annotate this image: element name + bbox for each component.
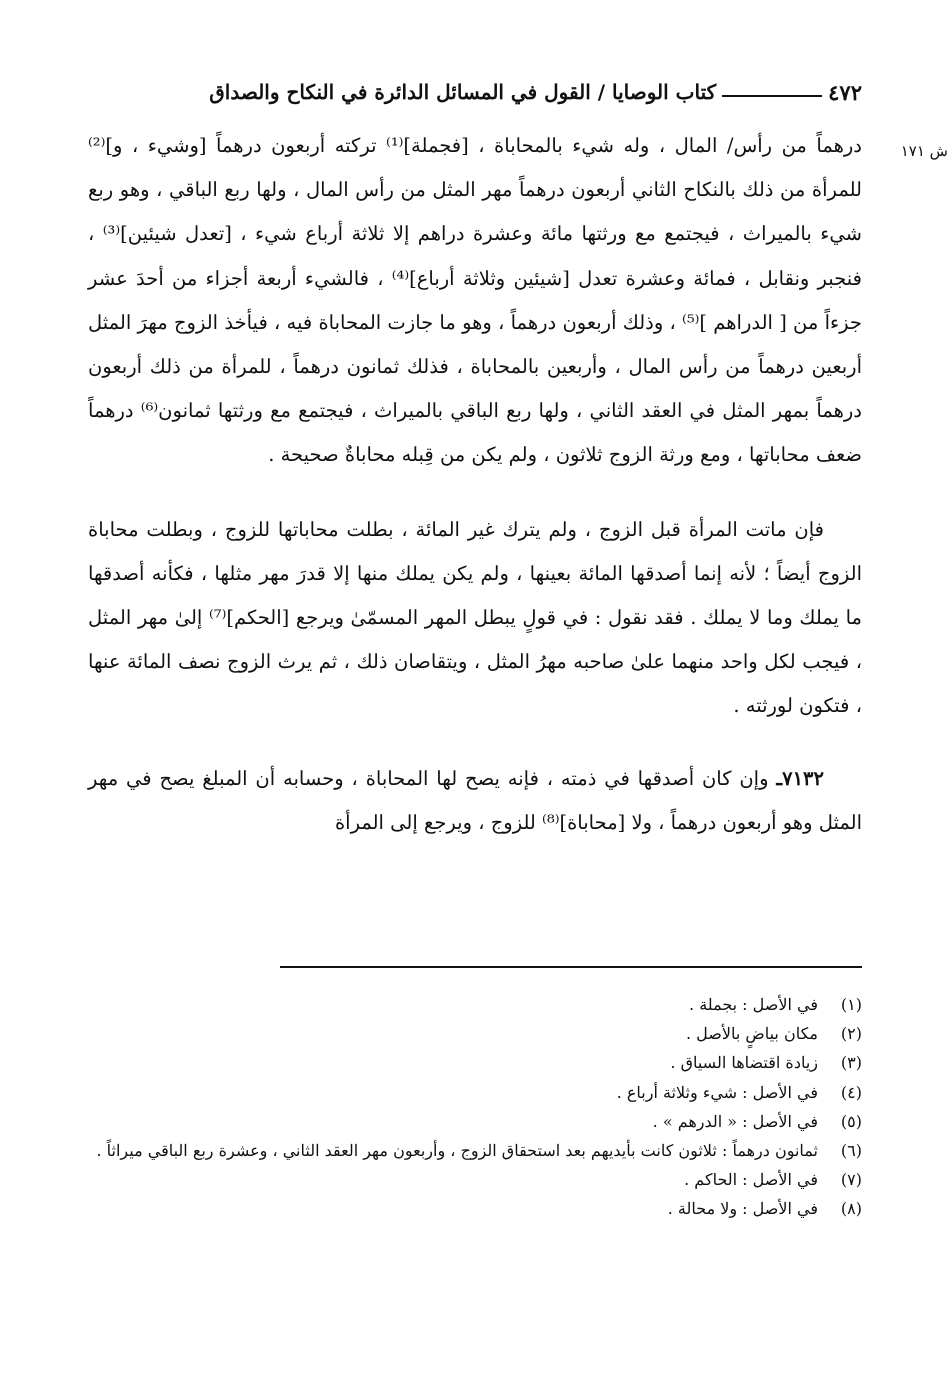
footnote-text: مكان بياضٍ بالأصل . (685, 1024, 818, 1044)
footnote-text: في الأصل : بجملة . (689, 995, 818, 1014)
footnote-text: في الأصل : ولا محالة . (667, 1199, 818, 1219)
manuscript-folio-note: ش ١٧١ (900, 142, 948, 160)
footnotes-list (88, 990, 862, 1224)
footnote-number: (٥) (840, 1111, 862, 1131)
footnote-number: (٤) (840, 1082, 862, 1102)
footnote-text: في الأصل : الحاكم . (684, 1170, 818, 1190)
footnote-item (88, 1107, 862, 1136)
footnote-text: ثمانون درهماً : ثلاثون كانت بأيديهم بعد استحقاق الزوج ، وأربعون مهر العقد الثاني ، وعشرة ربع الباقي ميراثاً . (96, 1141, 818, 1161)
footnote-number: (٢) (840, 1024, 862, 1044)
footnote-item (88, 1136, 862, 1165)
footnote-number: (٧) (840, 1170, 862, 1190)
footnote-item (88, 1048, 862, 1077)
issue-number: ٧١٣٢ـ (776, 766, 824, 790)
footnote-item (88, 1078, 862, 1107)
header-rule (722, 95, 822, 97)
paragraph-2: فإن ماتت المرأة قبل الزوج ، ولم يترك غير المائة ، بطلت محاباتها للزوج ، وبطلت محاباة الزوج أيضاً ؛ لأنه إنما أصدقها المائة بعينها ، ولم يكن يملك منها إلا قدرَ مهر مثلها ، فكأنه أصدقها ما يملك وما لا يملك . فقد نقول : في قولٍ يبطل المهر المسمّىٰ ويرجع [الحكم]⁽⁷⁾ إلىٰ مهر المثل ، فيجب لكل واحد منهما علىٰ صاحبه مهرُ المثل ، ويتقاصان ذلك ، ثم يرث الزوج نصف المائة عنها ، فتكون لورثته . (88, 517, 862, 718)
footnote-number: (٣) (840, 1053, 862, 1073)
footnote-number: (١) (840, 995, 862, 1014)
paragraph-1: درهماً من رأس/ المال ، وله شيء بالمحاباة ، [فجملة]⁽¹⁾ تركته أربعون درهماً [وشيء ، و]⁽²⁾ للمرأة من ذلك بالنكاح الثاني أربعون درهماً مهر المثل من رأس المال ، ولها ربع الباقي ، وهو ربع شيء بالميراث ، فيجتمع مع ورثتها مائة وعشرة دراهم إلا ثلاثة أرباع شيء ، [تعدل شيئين]⁽³⁾ ، فنجبر ونقابل ، فمائة وعشرة تعدل [شيئين وثلاثة أرباع]⁽⁴⁾ ، فالشيء أربعة أجزاء من أحدَ عشر جزءاً من [ الدراهم ]⁽⁵⁾ ، وذلك أربعون درهماً ، وهو ما جازت المحاباة فيه ، فيأخذ الزوج مهرَ المثل أربعين درهماً من رأس المال ، وأربعين بالمحاباة ، فذلك ثمانون درهماً ، للمرأة من ذلك أربعون درهماً بمهر المثل في العقد الثاني ، ولها ربع الباقي بالميراث ، فيجتمع مع ورثتها ثمانون⁽⁶⁾ درهماً ضعف محاباتها ، ومع ورثة الزوج ثلاثون ، ولم يكن من قِبله محاباةٌ صحيحة . (88, 134, 862, 467)
footnote-text: في الأصل : « الدرهم » . (652, 1111, 818, 1131)
main-text (88, 124, 862, 845)
footnote-text: في الأصل : شيء وثلاثة أرباع . (616, 1082, 818, 1102)
footnote-item (88, 1165, 862, 1194)
paragraph-3 (88, 757, 862, 845)
footnote-separator (280, 966, 862, 968)
running-header (88, 72, 862, 112)
footnote-item (88, 1019, 862, 1048)
footnote-number: (٨) (840, 1199, 862, 1219)
footnote-number: (٦) (840, 1141, 862, 1161)
page-number: ٤٧٢ (828, 79, 862, 105)
footnote-text: زيادة اقتضاها السياق . (670, 1053, 818, 1073)
footnote-item (88, 1194, 862, 1223)
footnote-item (88, 990, 862, 1019)
paragraph-3-text: وإن كان أصدقها في ذمته ، فإنه يصح لها المحاباة ، وحسابه أن المبلغ يصح في مهر المثل وهو أربعون درهماً ، ولا [محاباة]⁽⁸⁾ للزوج ، ويرجع إلى المرأة (88, 766, 862, 834)
running-title: كتاب الوصايا / القول في المسائل الدائرة في النكاح والصداق (209, 80, 717, 104)
